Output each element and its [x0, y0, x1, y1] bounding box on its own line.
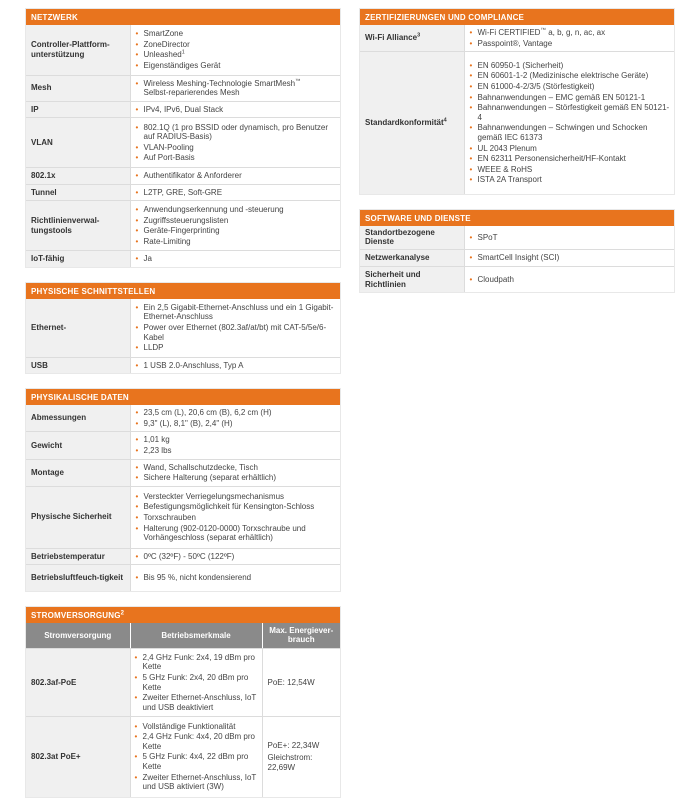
row-value [130, 184, 340, 201]
power-table [26, 623, 340, 797]
list-item: • Bahnanwendungen – Schwingen und Schocken gemäß IEC 61373 [470, 123, 671, 142]
row-label [360, 52, 464, 194]
list-item [470, 39, 671, 49]
list-item: • Auf Port-Basis [136, 153, 337, 163]
trademark-symbol: ™ [540, 27, 546, 34]
list-item: • 1,01 kg [136, 435, 337, 445]
table-row [360, 25, 674, 52]
netzwerk-table [26, 25, 340, 267]
section-physical-data [25, 388, 341, 592]
list-item: • ISTA 2A Transport [470, 175, 671, 185]
list-item: • EN 62311 Personensicherheit/HF-Kontakt [470, 154, 671, 164]
list-item: • 2,23 lbs [136, 446, 337, 456]
list-item: • EN 60601-1-2 (Medizinische elektrische Geräte) [470, 71, 671, 81]
list-item [136, 50, 337, 60]
list-item: • IPv4, IPv6, Dual Stack [136, 105, 337, 115]
row-label: IoT-fähig [26, 251, 130, 267]
row-value [464, 52, 674, 194]
list-item: • Anwendungserkennung und -steuerung [136, 205, 337, 215]
row-label: Mesh [26, 75, 130, 101]
row-label: Physische Sicherheit [26, 486, 130, 548]
list-item: • 0ºC (32ºF) - 50ºC (122ºF) [136, 552, 337, 562]
list-item: • 1 USB 2.0-Anschluss, Typ A [136, 361, 337, 371]
footnote-marker: 3 [417, 32, 421, 39]
table-row [26, 25, 340, 75]
table-row [26, 649, 340, 717]
list-item: • 2,4 GHz Funk: 2x4, 19 dBm pro Kette [135, 653, 258, 672]
row-label: VLAN [26, 118, 130, 168]
table-row [26, 118, 340, 168]
row-value [130, 565, 340, 591]
table-row [360, 226, 674, 250]
list-item: • EN 61000-4-2/3/5 (Störfestigkeit) [470, 82, 671, 92]
list-item-text: Unleashed [143, 50, 182, 60]
list-item: • WEEE & RoHS [470, 165, 671, 175]
row-value [130, 405, 340, 432]
list-item: • Ein 2,5 Gigabit-Ethernet-Anschluss und ein 1 Gigabit-Ethernet-Anschluss [136, 303, 337, 322]
section-title-software: SOFTWARE UND DIENSTE [360, 210, 674, 226]
list-item [470, 28, 671, 38]
table-row [26, 459, 340, 486]
max-power-value: Gleichstrom: 22,69W [267, 753, 313, 773]
list-item: • Eigenständiges Gerät [136, 61, 337, 71]
row-label: Controller-Plattform-unterstützung [26, 25, 130, 75]
max-power-cell [262, 717, 340, 797]
list-item-text: Wireless Meshing-Technologie SmartMesh [143, 78, 296, 88]
footnote-marker: 2 [120, 610, 125, 617]
list-item: • 5 GHz Funk: 2x4, 20 dBm pro Kette [135, 673, 258, 692]
row-label-text: Wi-Fi Alliance [365, 33, 418, 43]
row-label: Sicherheit und Richtlinien [360, 266, 464, 292]
list-item: • Zweiter Ethernet-Anschluss, IoT und USB deaktiviert [135, 693, 258, 712]
list-item: • 23,5 cm (L), 20,6 cm (B), 6,2 cm (H) [136, 408, 337, 418]
table-row [26, 168, 340, 185]
row-label-text: Standardkonformität [365, 118, 444, 128]
row-value [130, 168, 340, 185]
row-value [130, 649, 262, 717]
table-row [26, 565, 340, 591]
row-label: Montage [26, 459, 130, 486]
row-label: 802.1x [26, 168, 130, 185]
section-certifications [359, 8, 675, 195]
row-value [464, 25, 674, 52]
row-label: Gewicht [26, 432, 130, 459]
list-item: • Sichere Halterung (separat erhältlich) [136, 473, 337, 483]
list-item: • Bahnanwendungen – EMC gemäß EN 50121-1 [470, 93, 671, 103]
row-label: Abmessungen [26, 405, 130, 432]
list-item-text: Selbst-reparierendes Mesh [143, 88, 240, 98]
list-item: • 2,4 GHz Funk: 4x4, 20 dBm pro Kette [135, 732, 258, 751]
right-column [359, 8, 675, 307]
list-item: • Wand, Schallschutzdecke, Tisch [136, 463, 337, 473]
list-item: • Zugriffssteuerungslisten [136, 216, 337, 226]
row-label: Ethernet- [26, 299, 130, 357]
registered-symbol: ® [512, 38, 519, 48]
row-value [130, 717, 262, 797]
table-row [26, 717, 340, 797]
list-item: • Authentifikator & Anforderer [136, 171, 337, 181]
list-item: • Zweiter Ethernet-Anschluss, IoT und USB aktiviert (3W) [135, 773, 258, 792]
table-row [360, 250, 674, 267]
list-item: • SmartZone [136, 29, 337, 39]
row-label: 802.3af-PoE [26, 649, 130, 717]
row-value [130, 459, 340, 486]
footnote-marker: 1 [181, 49, 185, 56]
table-row [26, 184, 340, 201]
list-item-text: Wi-Fi CERTIFIED [477, 28, 541, 37]
list-item: • Vollständige Funktionalität [135, 722, 258, 732]
list-item: • UL 2043 Plenum [470, 144, 671, 154]
list-item: • Bahnanwendungen – Störfestigkeit gemäß EN 50121-4 [470, 103, 671, 122]
row-label [360, 25, 464, 52]
list-item: • Befestigungsmöglichkeit für Kensington-Schloss [136, 502, 337, 512]
table-row [26, 75, 340, 101]
column-header: Betriebsmerkmale [130, 623, 262, 649]
row-label: Richtlinienverwal-tungstools [26, 201, 130, 251]
list-item: • 802.1Q (1 pro BSSID oder dynamisch, pro Benutzer auf RADIUS-Basis) [136, 123, 337, 142]
table-row [26, 101, 340, 118]
list-item: • ZoneDirector [136, 40, 337, 50]
row-label: 802.3at PoE+ [26, 717, 130, 797]
table-row [26, 405, 340, 432]
row-value [464, 250, 674, 267]
row-value [130, 486, 340, 548]
row-label: Standortbezogene Dienste [360, 226, 464, 250]
row-label: IP [26, 101, 130, 118]
list-item: • Rate-Limiting [136, 237, 337, 247]
list-item: • Torxschrauben [136, 513, 337, 523]
list-item: • Power over Ethernet (802.3af/at/bt) mit CAT-5/5e/6-Kabel [136, 323, 337, 342]
list-item [136, 79, 337, 98]
software-table [360, 226, 674, 293]
table-row [360, 266, 674, 292]
list-item-text: , Vantage [518, 38, 553, 48]
table-row [26, 299, 340, 357]
list-item: • Versteckter Verriegelungsmechanismus [136, 492, 337, 502]
list-item: • Cloudpath [470, 275, 671, 285]
row-value [130, 357, 340, 373]
row-label: Betriebstemperatur [26, 548, 130, 565]
row-label: Tunnel [26, 184, 130, 201]
list-item: • Geräte-Fingerprinting [136, 226, 337, 236]
table-row [26, 486, 340, 548]
section-physical-interfaces [25, 282, 341, 374]
list-item-text: a, b, g, n, ac, ax [545, 28, 606, 37]
column-header: Stromversorgung [26, 623, 130, 649]
column-header: Max. Energiever-brauch [262, 623, 340, 649]
row-label: USB [26, 357, 130, 373]
interfaces-table [26, 299, 340, 373]
row-value [130, 101, 340, 118]
certifications-table [360, 25, 674, 194]
list-item: • Ja [136, 254, 337, 264]
section-title-text: STROMVERSORGUNG [31, 610, 121, 620]
row-value [130, 432, 340, 459]
trademark-symbol: ™ [295, 77, 301, 84]
list-item: • EN 60950-1 (Sicherheit) [470, 61, 671, 71]
list-item-text: Passpoint [477, 38, 513, 48]
max-power-value: PoE+: 22,34W [267, 740, 320, 750]
section-title-physical-interfaces: PHYSISCHE SCHNITTSTELLEN [26, 283, 340, 299]
row-value [464, 226, 674, 250]
list-item: • Bis 95 %, nicht kondensierend [136, 573, 337, 583]
list-item: • 9,3" (L), 8,1" (B), 2,4" (H) [136, 419, 337, 429]
table-row [26, 251, 340, 267]
list-item: • L2TP, GRE, Soft-GRE [136, 188, 337, 198]
section-software [359, 209, 675, 294]
physical-data-table [26, 405, 340, 591]
section-power [25, 606, 341, 798]
row-label: Betriebsluftfeuch-tigkeit [26, 565, 130, 591]
list-item: • 5 GHz Funk: 4x4, 22 dBm pro Kette [135, 752, 258, 771]
row-value [130, 548, 340, 565]
row-value [130, 251, 340, 267]
table-header-row [26, 623, 340, 649]
list-item: • SPoT [470, 233, 671, 243]
row-value [130, 201, 340, 251]
row-value [130, 75, 340, 101]
section-title-certifications: ZERTIFIZIERUNGEN UND COMPLIANCE [360, 9, 674, 25]
row-value [130, 299, 340, 357]
list-item: • VLAN-Pooling [136, 143, 337, 153]
table-row [26, 201, 340, 251]
row-value [130, 25, 340, 75]
max-power-cell [262, 649, 340, 717]
section-netzwerk [25, 8, 341, 268]
section-title-physical-data: PHYSIKALISCHE DATEN [26, 389, 340, 405]
table-row [26, 357, 340, 373]
max-power-value: PoE: 12,54W [267, 677, 315, 687]
table-row [26, 432, 340, 459]
list-item: • Halterung (902-0120-0000) Torxschraube und Vorhängeschloss (separat erhältlich) [136, 524, 337, 543]
table-row [26, 548, 340, 565]
row-label: Netzwerkanalyse [360, 250, 464, 267]
section-title-power [26, 607, 340, 623]
left-column [25, 8, 341, 798]
row-value [130, 118, 340, 168]
section-title-netzwerk: NETZWERK [26, 9, 340, 25]
list-item: • SmartCell Insight (SCI) [470, 253, 671, 263]
footnote-marker: 4 [443, 117, 447, 124]
list-item: • LLDP [136, 343, 337, 353]
table-row [360, 52, 674, 194]
row-value [464, 266, 674, 292]
